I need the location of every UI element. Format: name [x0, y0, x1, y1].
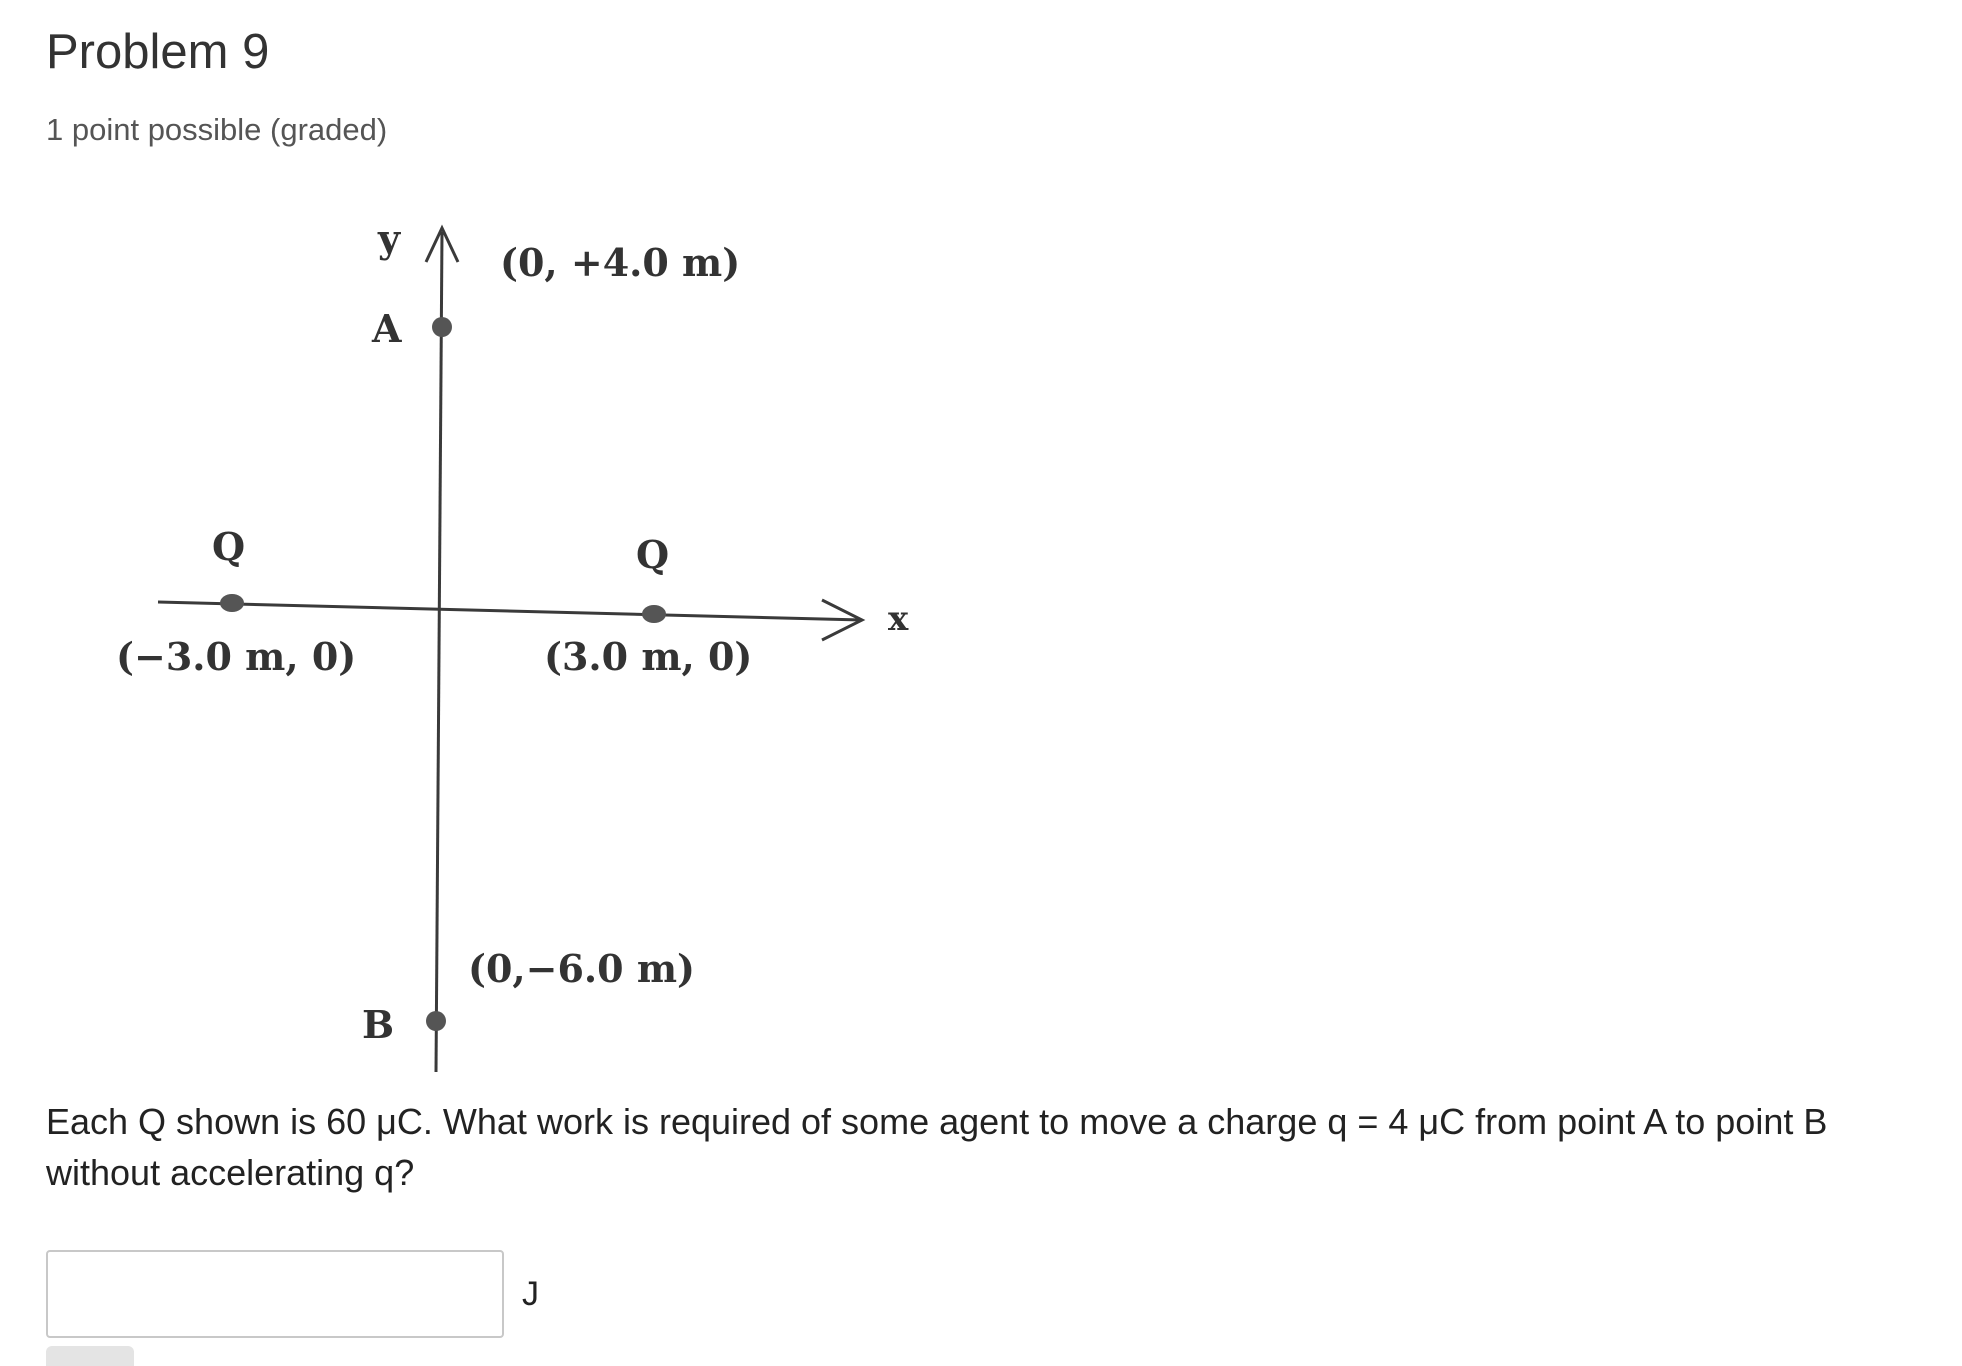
point-a-coords: (0, +4.0 m) — [500, 240, 741, 285]
question-text: Each Q shown is 60 μC. What work is required of some agent to move a charge q = 4 μC from point A to point B without accelerating q? — [46, 1101, 1828, 1193]
x-axis-label: x — [888, 599, 909, 639]
point-b-marker — [426, 1011, 446, 1031]
y-axis-label: y — [378, 216, 401, 261]
point-b-label: B — [362, 1002, 395, 1047]
point-a-marker — [432, 317, 452, 337]
charge-left-label: Q — [212, 524, 246, 569]
problem-title: Problem 9 — [46, 25, 270, 79]
charge-right-label: Q — [636, 532, 670, 577]
charge-left-marker — [220, 594, 244, 612]
point-b-coords: (0,−6.0 m) — [468, 946, 696, 991]
answer-row — [46, 1248, 539, 1340]
charge-right-coords: (3.0 m, 0) — [544, 634, 753, 679]
answer-unit-label: J — [522, 1274, 539, 1313]
y-axis-line — [436, 232, 442, 1072]
charge-right-marker — [642, 605, 666, 623]
submit-button[interactable] — [46, 1346, 134, 1366]
answer-input[interactable] — [46, 1250, 504, 1338]
charge-diagram-svg — [100, 200, 960, 1090]
problem-diagram — [100, 200, 960, 1090]
point-a-label: A — [372, 306, 402, 351]
charge-left-coords: (−3.0 m, 0) — [116, 634, 357, 679]
x-axis-line — [158, 602, 862, 620]
points-possible: 1 point possible (graded) — [46, 112, 388, 147]
